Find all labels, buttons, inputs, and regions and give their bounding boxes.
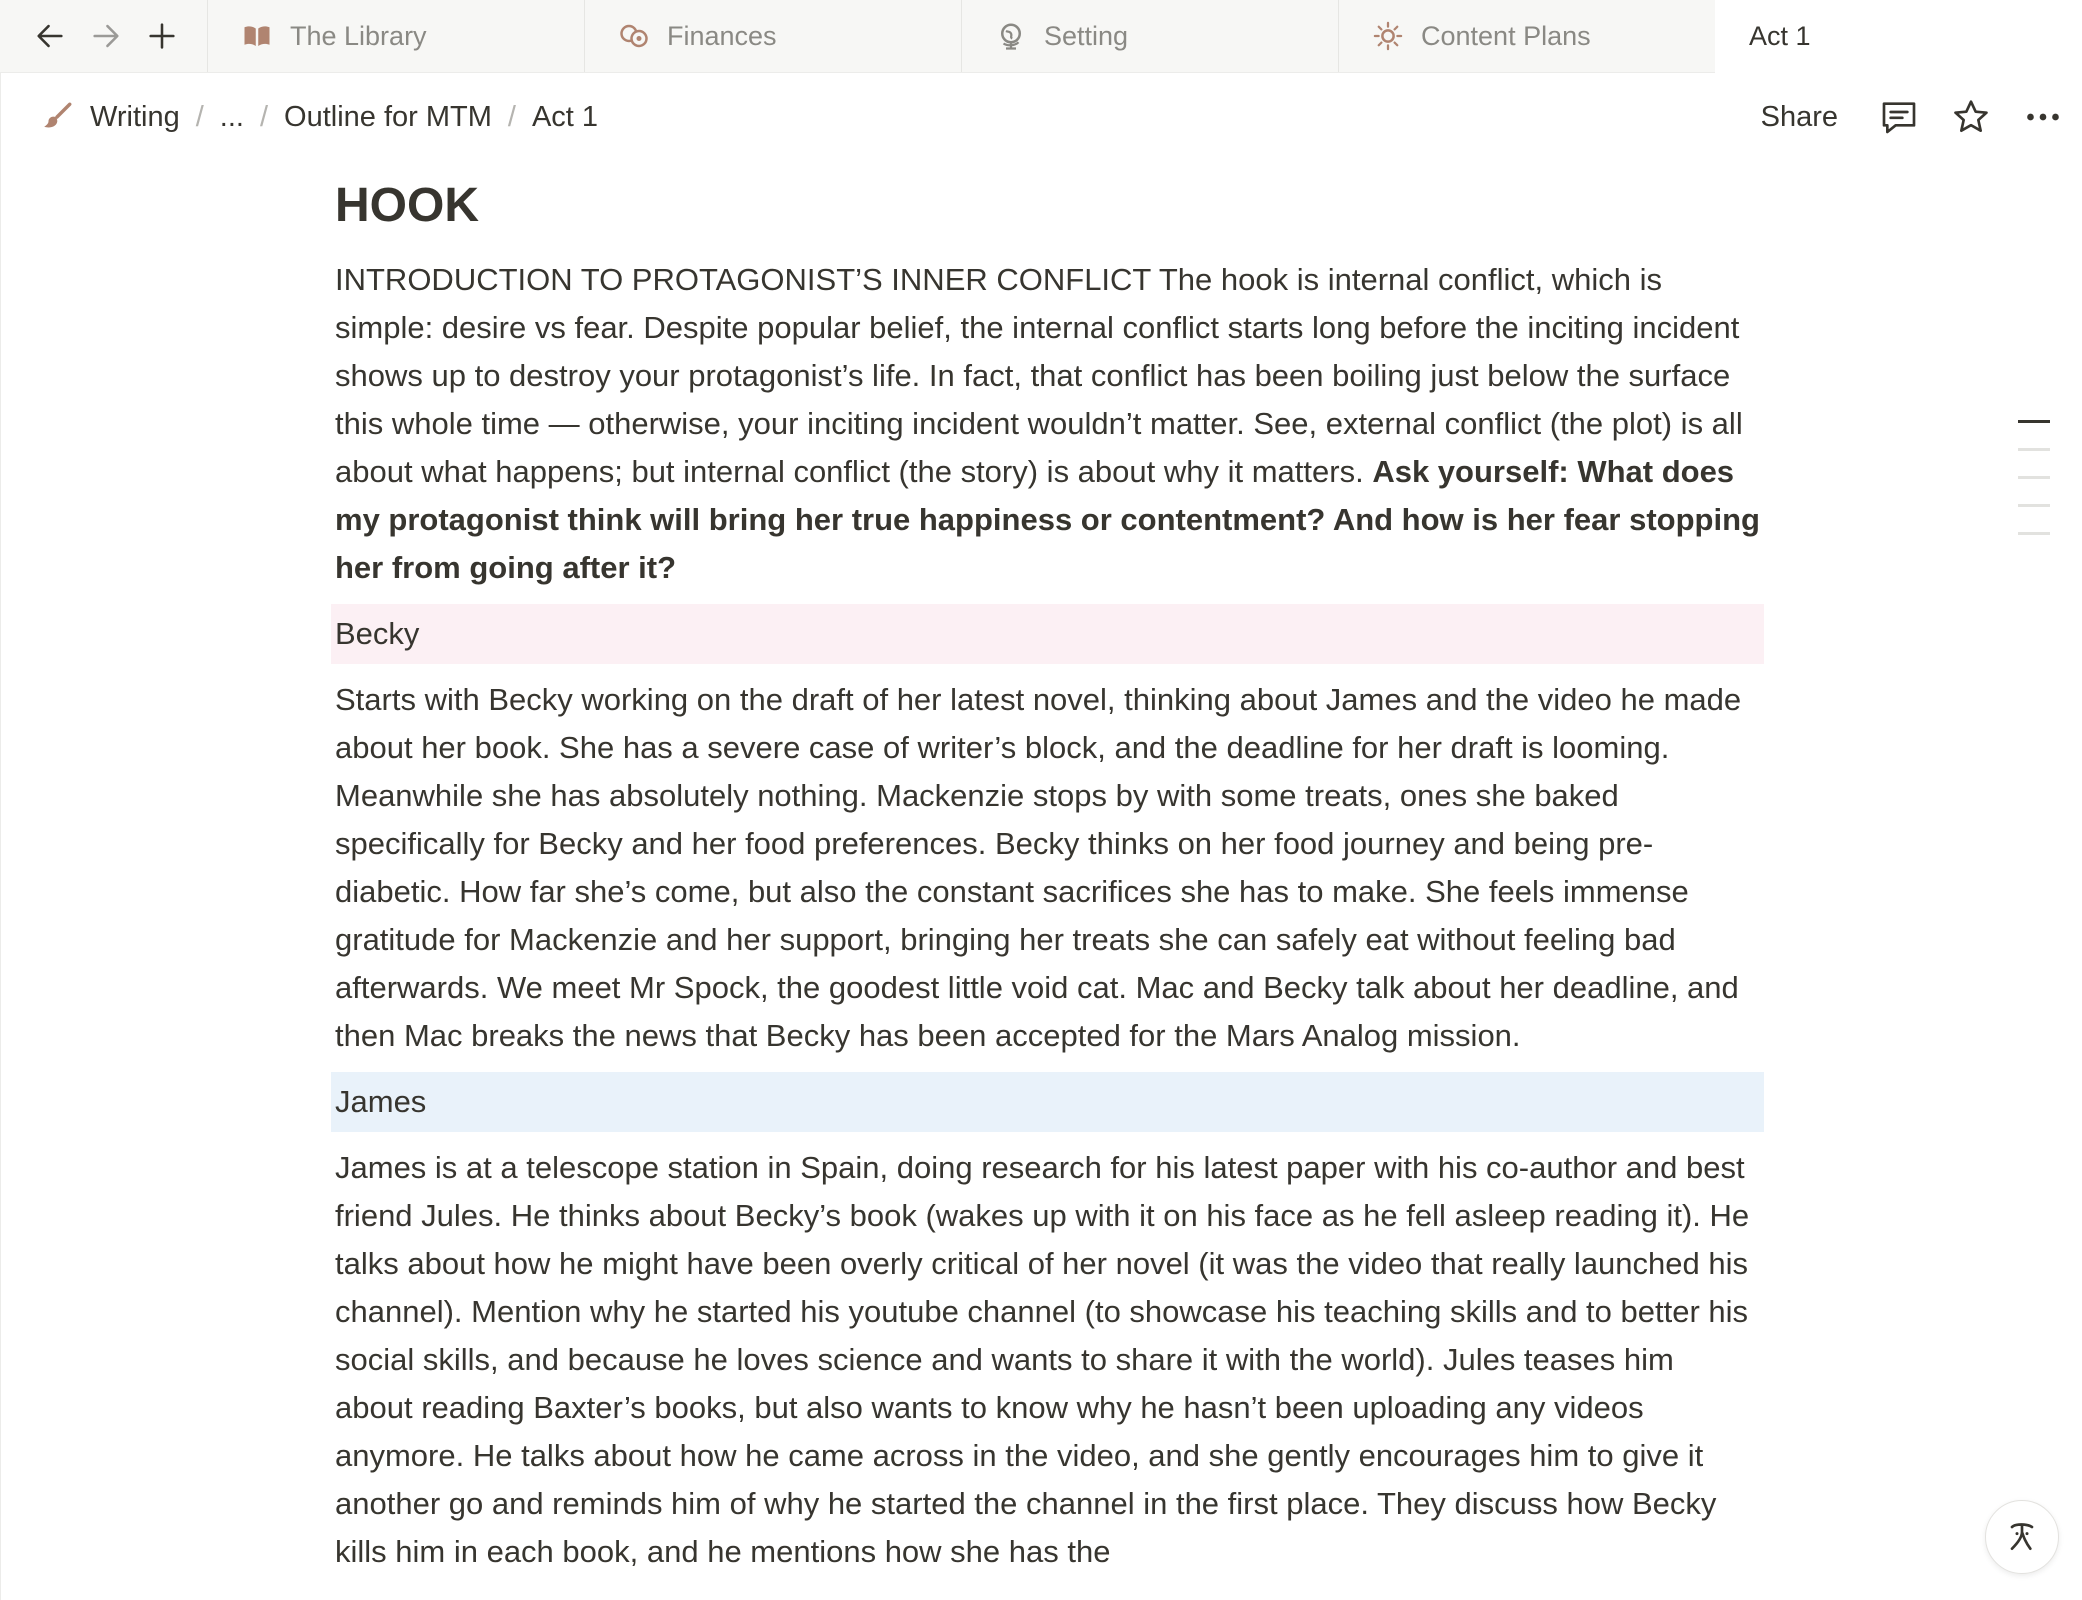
breadcrumb bbox=[40, 73, 598, 161]
intro-question: Ask yourself: What does my protagonist think will bring her true happiness or contentment? And how is her fear stopping her from going after it? bbox=[335, 454, 1760, 585]
share-button[interactable]: Share bbox=[1760, 100, 1838, 133]
tab-label: The Library bbox=[290, 20, 427, 51]
favorite-button[interactable] bbox=[1950, 96, 1992, 138]
plus-icon bbox=[145, 19, 179, 53]
ai-face-icon bbox=[2002, 1517, 2042, 1557]
section-body-becky[interactable]: Starts with Becky working on the draft of her latest novel, thinking about James and the video he made about her book. She has a severe case of writer’s block, and the deadline for her draft is looming. Meanwhile she has absolutely nothing. Mackenzie stops by with some treats, ones she baked specifically for Becky and her food preferences. Becky thinks on her food journey and being pre-diabetic. How far she’s come, but also the constant sacrifices she has to make. She feels immense gratitude for Mackenzie and her support, bringing her treats she can safely eat without feeling bad afterwards. We meet Mr Spock, the goodest little void cat. Mac and Becky talk about her deadline, and then Mac breaks the news that Becky has been accepted for the Mars Analog mission. bbox=[335, 682, 1742, 1053]
window-edge bbox=[0, 73, 1, 1600]
page-actions bbox=[1761, 73, 2064, 161]
more-horizontal-icon bbox=[2023, 97, 2063, 137]
more-button[interactable] bbox=[2022, 96, 2064, 138]
intro-paragraph[interactable] bbox=[335, 256, 1760, 592]
page-heading[interactable]: HOOK bbox=[335, 179, 479, 232]
breadcrumb-act-1[interactable]: Act 1 bbox=[531, 100, 599, 133]
intro-text: INTRODUCTION TO PROTAGONIST’S INNER CONFLICT The hook is internal conflict, which is simple: desire vs fear. Despite popular belief, the internal conflict starts long before the inciting incident shows up to destroy your protagonist’s life. In fact, that conflict has been boiling just below the surface this whole time — otherwise, your inciting incident wouldn’t matter. See, external conflict (the plot) is all about what happens; but internal conflict (the story) is about why it matters. bbox=[335, 262, 1743, 489]
toc-line[interactable] bbox=[2018, 448, 2050, 451]
tab-label: Setting bbox=[1044, 20, 1129, 51]
comment-icon bbox=[1879, 97, 1919, 137]
page-content bbox=[335, 170, 1760, 1576]
breadcrumb-separator: / bbox=[259, 100, 269, 133]
toc-line[interactable] bbox=[2018, 476, 2050, 479]
sun-icon bbox=[1373, 21, 1403, 51]
arrow-left-icon bbox=[33, 19, 67, 53]
forward-button[interactable] bbox=[82, 12, 130, 60]
toc-line[interactable] bbox=[2018, 532, 2050, 535]
paintbrush-icon bbox=[40, 100, 74, 134]
toc-line[interactable] bbox=[2018, 504, 2050, 507]
comments-button[interactable] bbox=[1878, 96, 1920, 138]
notion-ai-button[interactable] bbox=[1985, 1500, 2059, 1574]
breadcrumb-outline[interactable]: Outline for MTM bbox=[284, 100, 492, 133]
globe-icon bbox=[996, 21, 1026, 51]
tab-setting[interactable] bbox=[961, 0, 1338, 72]
page-header bbox=[0, 73, 2082, 161]
tab-the-library[interactable] bbox=[207, 0, 584, 72]
tab-content-plans[interactable] bbox=[1338, 0, 1715, 72]
section-heading-james[interactable]: James bbox=[331, 1072, 1764, 1132]
breadcrumb-ellipsis[interactable]: ... bbox=[219, 100, 244, 133]
toc-line-hook[interactable] bbox=[2018, 420, 2050, 423]
tab-label: Finances bbox=[667, 20, 777, 51]
book-icon bbox=[242, 21, 272, 51]
breadcrumb-separator: / bbox=[507, 100, 516, 133]
tab-act-1[interactable] bbox=[1715, 0, 2082, 73]
coins-icon bbox=[619, 21, 649, 51]
arrow-right-icon bbox=[89, 19, 123, 53]
section-heading-becky[interactable]: Becky bbox=[331, 604, 1764, 664]
breadcrumb-writing[interactable]: Writing bbox=[90, 100, 180, 133]
tab-label: Content Plans bbox=[1421, 20, 1591, 51]
tab-finances[interactable] bbox=[584, 0, 961, 72]
back-button[interactable] bbox=[26, 12, 74, 60]
table-of-contents-minimap[interactable] bbox=[2018, 420, 2052, 560]
section-body-james[interactable]: James is at a telescope station in Spain, doing research for his latest paper with his co-author and best friend Jules. He thinks about Becky’s book (wakes up with it on his face as he fell asleep reading it). He talks about how he might have been overly critical of her novel (it was the video that really launched his channel). Mention why he started his youtube channel (to showcase his teaching skills and to better his social skills, and because he loves science and wants to share it with the world). Jules teases him about reading Baxter’s books, but also wants to know why he hasn’t been uploading any videos anymore. He talks about how he came across in the video, and she gently encourages him to give it another go and reminds him of why he started the channel in the first place. They discuss how Becky kills him in each book, and he mentions how she has the bbox=[335, 1150, 1750, 1569]
tab-bar bbox=[0, 0, 2082, 73]
tab-label: Act 1 bbox=[1749, 21, 1811, 51]
new-tab-button[interactable] bbox=[138, 12, 186, 60]
breadcrumb-separator: / bbox=[195, 100, 204, 133]
star-icon bbox=[1951, 97, 1991, 137]
